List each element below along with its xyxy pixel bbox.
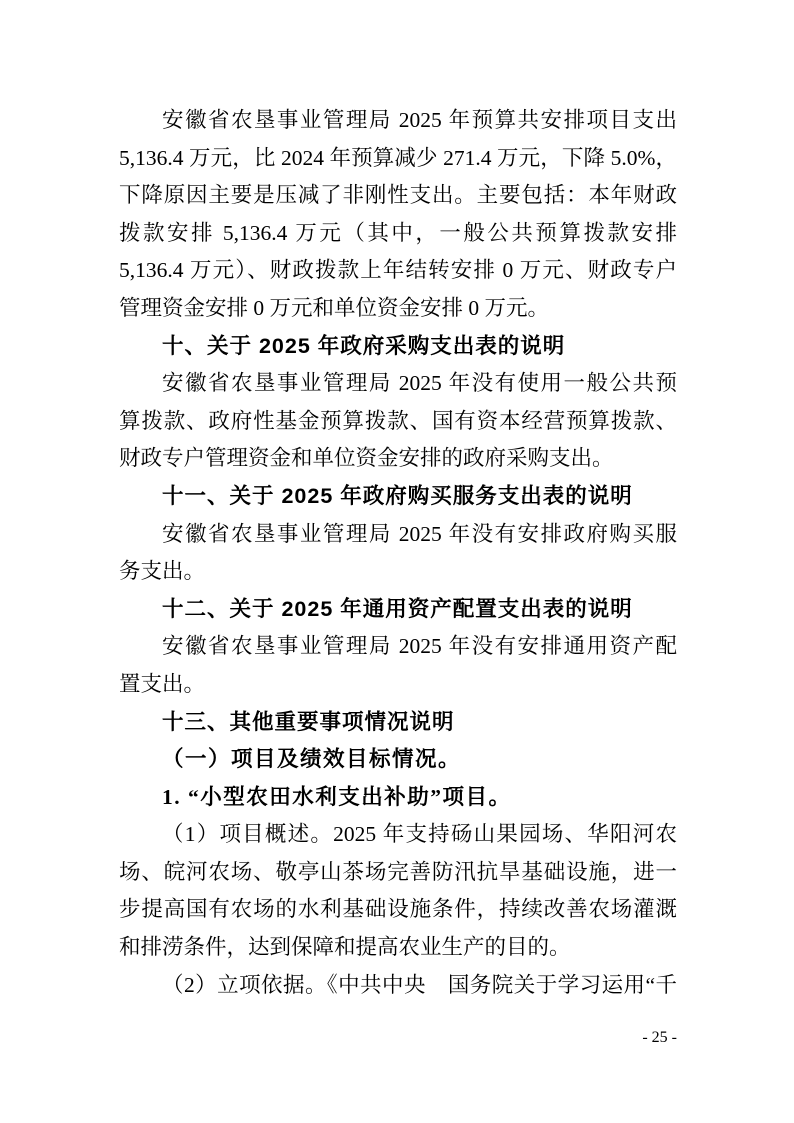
text-line: 十三、其他重要事项情况说明 bbox=[162, 709, 455, 734]
text-line: 下降原因主要是压减了非刚性支出。主要包括：本年财政 bbox=[119, 183, 677, 208]
text-line: （1）项目概述。2025 年支持砀山果园场、华阳河农 bbox=[162, 822, 677, 847]
section-heading bbox=[119, 328, 677, 366]
sub-heading bbox=[119, 779, 677, 817]
text-line: 安徽省农垦事业管理局 2025 年预算共安排项目支出 bbox=[162, 108, 677, 132]
text-line: （2）立项依据。《中共中央 国务院关于学习运用“千 bbox=[162, 972, 677, 997]
text-line: 算拨款、政府性基金预算拨款、国有资本经营预算拨款、 bbox=[119, 408, 677, 433]
sub-heading bbox=[119, 741, 677, 779]
page-number: - 25 - bbox=[642, 1029, 677, 1046]
document-body bbox=[119, 102, 677, 1004]
text-line: 安徽省农垦事业管理局 2025 年没有使用一般公共预 bbox=[162, 371, 677, 396]
text-line: 和排涝条件，达到保障和提高农业生产的目的。 bbox=[119, 935, 571, 960]
text-line: 安徽省农垦事业管理局 2025 年没有安排通用资产配 bbox=[162, 634, 677, 659]
text-line: 场、皖河农场、敬亭山茶场完善防汛抗旱基础设施，进一 bbox=[119, 859, 677, 884]
text-line: 拨款安排 5,136.4 万元（其中，一般公共预算拨款安排 bbox=[119, 220, 677, 245]
body-paragraph bbox=[119, 516, 677, 591]
text-line: 1. “小型农田水利支出补助”项目。 bbox=[162, 784, 512, 809]
body-paragraph bbox=[119, 365, 677, 478]
text-line: 安徽省农垦事业管理局 2025 年没有安排政府购买服 bbox=[162, 521, 677, 546]
body-paragraph bbox=[119, 967, 677, 1005]
text-line: 十一、关于 2025 年政府购买服务支出表的说明 bbox=[162, 483, 633, 508]
text-line: 管理资金安排 0 万元和单位资金安排 0 万元。 bbox=[119, 295, 550, 320]
text-line: 置支出。 bbox=[119, 671, 206, 696]
section-heading bbox=[119, 478, 677, 516]
body-paragraph bbox=[119, 628, 677, 703]
section-heading bbox=[119, 591, 677, 629]
text-line: 5,136.4 万元，比 2024 年预算减少 271.4 万元，下降 5.0%， bbox=[119, 145, 677, 170]
text-line: 十二、关于 2025 年通用资产配置支出表的说明 bbox=[162, 596, 633, 621]
body-paragraph bbox=[119, 816, 677, 966]
section-heading bbox=[119, 704, 677, 742]
body-paragraph bbox=[119, 102, 677, 328]
text-line: 5,136.4 万元）、财政拨款上年结转安排 0 万元、财政专户 bbox=[119, 258, 677, 283]
text-line: （一）项目及绩效目标情况。 bbox=[162, 747, 462, 772]
page-footer bbox=[119, 1028, 677, 1048]
text-line: 十、关于 2025 年政府采购支出表的说明 bbox=[162, 333, 566, 358]
text-line: 财政专户管理资金和单位资金安排的政府采购支出。 bbox=[119, 446, 614, 471]
text-line: 步提高国有农场的水利基础设施条件，持续改善农场灌溉 bbox=[119, 897, 677, 922]
text-line: 务支出。 bbox=[119, 559, 206, 584]
